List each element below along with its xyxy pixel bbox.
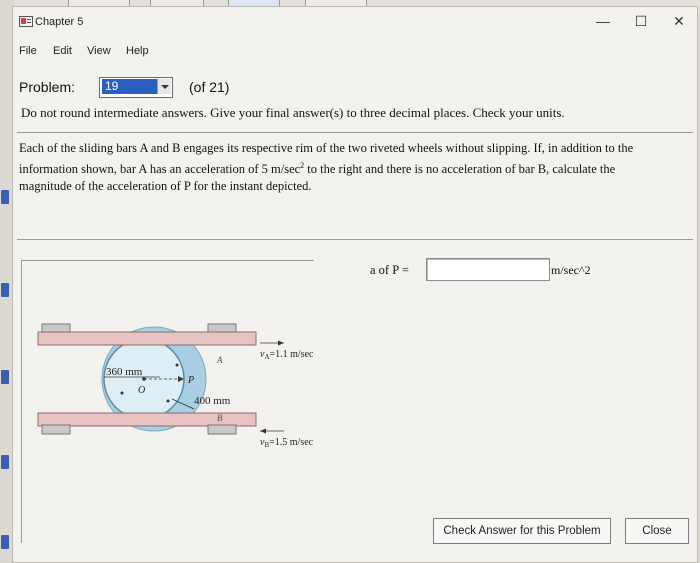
point-p-label: P (188, 375, 195, 386)
rivet-dot (167, 400, 170, 403)
window-title: Chapter 5 (35, 16, 84, 28)
va-label: $v_A=1.1$ m/sec (260, 349, 314, 361)
app-icon (19, 15, 33, 28)
bar-b-guide-right (208, 425, 236, 434)
minimize-button[interactable]: — (596, 13, 610, 29)
problem-statement (19, 140, 679, 204)
background-marker (1, 455, 9, 469)
rivet-dot (121, 392, 124, 395)
wheel-diagram (22, 261, 314, 543)
problem-label: Problem: (19, 79, 76, 95)
bar-a-label: A (217, 355, 223, 365)
title-bar (13, 7, 697, 37)
problem-dropdown[interactable] (99, 77, 173, 98)
background-marker (1, 370, 9, 384)
app-window (12, 6, 698, 563)
bar-b-label: B (217, 413, 223, 423)
problem-selector-row (19, 77, 419, 101)
figure-panel (21, 260, 314, 543)
statement-superscript: 2 (300, 161, 305, 170)
rivet-dot (176, 364, 179, 367)
statement-line-1: Each of the sliding bars A and B engages its respective rim of the two riveted wheels without slipping. If, in addition to the (19, 141, 634, 155)
check-answer-button[interactable]: Check Answer for this Problem (433, 518, 611, 544)
bar-b (38, 413, 256, 426)
statement-line-2 (19, 157, 679, 178)
statement-line-2-text: information shown, bar A has an acceleration of 5 m/sec (19, 162, 301, 177)
menu-edit[interactable]: Edit (53, 45, 72, 57)
inner-diameter-label: 360 mm (106, 366, 143, 378)
maximize-button[interactable]: ☐ (634, 13, 648, 29)
divider (17, 239, 693, 240)
menu-file[interactable]: File (19, 45, 37, 57)
vb-arrow-icon (260, 429, 266, 434)
instructions-text: Do not round intermediate answers. Give your final answer(s) to three decimal places. Check your units. (21, 105, 565, 120)
answer-input[interactable] (426, 258, 550, 281)
chevron-down-icon[interactable] (157, 79, 171, 94)
menu-bar (13, 45, 313, 65)
divider (17, 132, 693, 133)
statement-line-3: magnitude of the acceleration of P for the instant depicted. (19, 179, 312, 194)
menu-view[interactable]: View (87, 45, 111, 57)
outer-diameter-label: 400 mm (194, 395, 231, 407)
statement-line-2-tail: to the right and there is no acceleration of bar B, calculate the (304, 162, 616, 177)
answer-units: m/sec^2 (551, 263, 591, 277)
problem-selected-value: 19 (102, 79, 157, 94)
bar-a (38, 332, 256, 345)
close-window-button[interactable]: ✕ (673, 13, 685, 29)
background-marker (1, 283, 9, 297)
close-button[interactable]: Close (625, 518, 689, 544)
background-marker (1, 535, 9, 549)
va-arrow-icon (278, 341, 284, 346)
menu-help[interactable]: Help (126, 45, 149, 57)
vb-label: $v_B=1.5$ m/sec (260, 437, 314, 449)
answer-label: a of P = (370, 263, 409, 277)
bar-b-guide-left (42, 425, 70, 434)
center-label: O (138, 385, 146, 396)
problem-count: (of 21) (189, 79, 230, 95)
background-marker (1, 190, 9, 204)
